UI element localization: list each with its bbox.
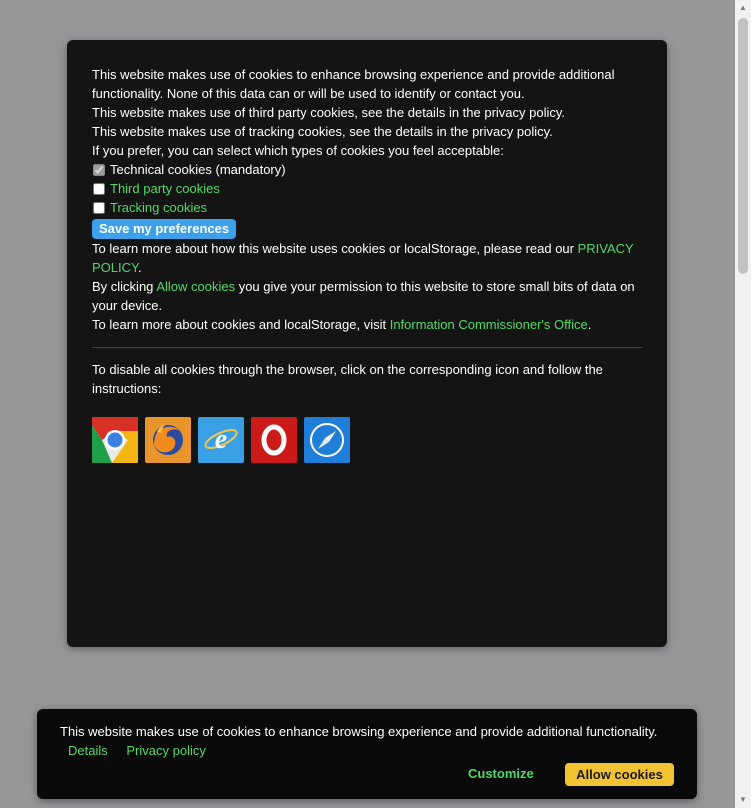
scroll-up-icon[interactable]: ▲ — [739, 3, 747, 12]
banner-privacy-policy-link[interactable]: Privacy policy — [126, 743, 206, 758]
page-scrollbar[interactable] — [735, 0, 751, 808]
firefox-icon[interactable] — [145, 417, 191, 463]
cookie-banner — [37, 709, 697, 799]
chrome-icon[interactable] — [92, 417, 138, 463]
technical-cookies-checkbox — [93, 164, 105, 176]
tracking-cookies-label[interactable]: Tracking cookies — [110, 200, 208, 215]
svg-text:e: e — [214, 424, 228, 455]
allow-explanation-text: By clicking Allow cookies you give your permission to this website to store small bits of data on your device. — [92, 279, 635, 313]
disable-cookies-text: To disable all cookies through the browser, click on the corresponding icon and follow the instructions: — [92, 362, 603, 396]
details-link[interactable]: Details — [68, 743, 108, 758]
technical-cookies-label: Technical cookies (mandatory) — [110, 162, 286, 177]
intro-text: This website makes use of cookies to enhance browsing experience and provide additional functionality. None of this data can or will be used to identify or contact you. — [92, 67, 615, 101]
scroll-down-icon[interactable]: ▼ — [739, 795, 747, 804]
prefer-text: If you prefer, you can select which types of cookies you feel acceptable: — [92, 143, 504, 158]
safari-icon[interactable] — [304, 417, 350, 463]
browser-icons — [92, 417, 642, 463]
tracking-text: This website makes use of tracking cookies, see the details in the privacy policy. — [92, 124, 553, 139]
technical-cookies-option — [92, 160, 642, 179]
banner-message: This website makes use of cookies to enhance browsing experience and provide additional functionality. — [60, 724, 658, 739]
third-party-cookies-checkbox[interactable] — [93, 183, 105, 195]
scrollbar-thumb[interactable] — [738, 18, 748, 274]
ico-text: To learn more about cookies and localStorage, visit Information Commissioner's Office. — [92, 317, 592, 332]
cookie-preferences-modal — [67, 40, 667, 647]
allow-cookies-link[interactable]: Allow cookies — [156, 279, 236, 294]
customize-button[interactable]: Customize — [468, 766, 534, 781]
third-party-cookies-option[interactable] — [92, 179, 642, 198]
third-party-text: This website makes use of third party cookies, see the details in the privacy policy. — [92, 105, 566, 120]
save-preferences-button[interactable]: Save my preferences — [92, 219, 236, 239]
tracking-cookies-checkbox[interactable] — [93, 202, 105, 214]
allow-cookies-button[interactable]: Allow cookies — [565, 763, 674, 786]
opera-icon[interactable] — [251, 417, 297, 463]
divider — [92, 347, 642, 348]
ico-link[interactable]: Information Commissioner's Office — [389, 317, 588, 332]
internet-explorer-icon[interactable] — [198, 417, 244, 463]
third-party-cookies-label[interactable]: Third party cookies — [110, 181, 220, 196]
learn-more-text: To learn more about how this website uses cookies or localStorage, please read our PRIVACY POLICY. — [92, 241, 634, 275]
banner-links — [68, 743, 221, 758]
tracking-cookies-option[interactable] — [92, 198, 642, 217]
privacy-policy-link[interactable]: PRIVACY POLICY — [92, 241, 634, 275]
